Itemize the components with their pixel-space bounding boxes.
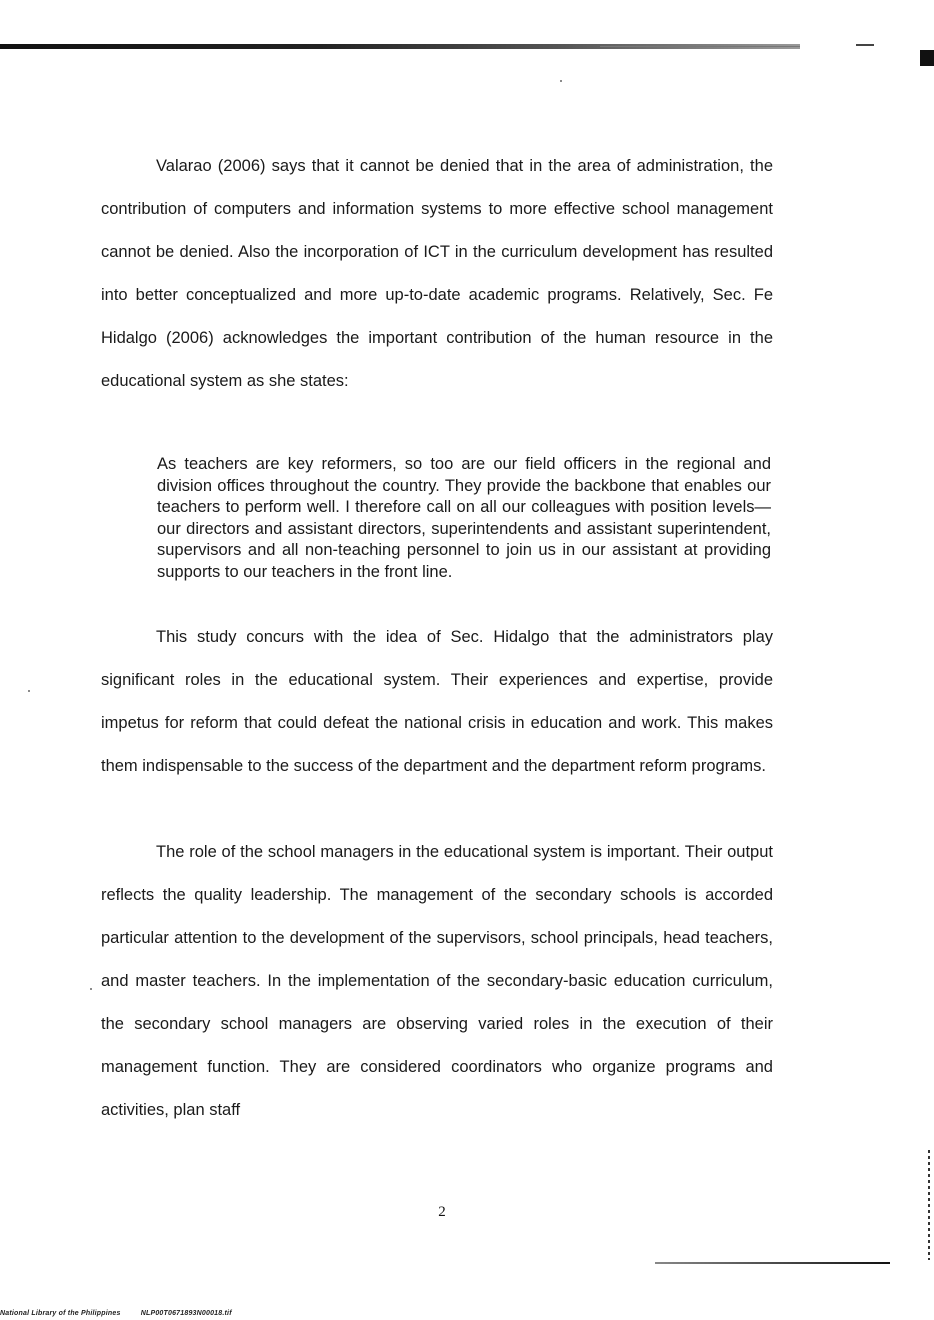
footer-library: National Library of the Philippines [0, 1310, 121, 1317]
scan-speck [90, 988, 92, 990]
block-quote: As teachers are key reformers, so too are our field officers in the regional and division offices throughout the country. They provide the backbone that enables our teachers to perform well. I therefore call on all our colleagues with position levels— our directors and assistant directors, superintendents and assistant superintendent, supervisors and all non-teaching personnel to join us in our assistant at providing supports to our teachers in the front line. [157, 455, 771, 581]
scan-top-dash [856, 44, 874, 46]
body-paragraph: This study concurs with the idea of Sec. Hidalgo that the administrators play significant roles in the educational system. Their experiences and expertise, provide impetus for reform that could defeat the national crisis in education and work. This makes them indispensable to the success of the department and the department reform programs. [101, 628, 773, 775]
footer-code: NLP00T0671893N00018.tif [140, 1310, 232, 1317]
scan-right-edge [928, 1150, 930, 1260]
scan-speck [28, 690, 30, 692]
scan-footer-stamp [0, 1310, 250, 1317]
scan-top-rule-thin [600, 46, 800, 47]
body-paragraph: Valarao (2006) says that it cannot be denied that in the area of administration, the contribution of computers and information systems to more effective school management cannot be denied. Also the incorporation of ICT in the curriculum development has resulted into better conceptualized and more up-to-date academic programs. Relatively, Sec. Fe Hidalgo (2006) acknowledges the important contribution of the human resource in the educational system as she states: [101, 157, 773, 390]
scan-speck [560, 80, 562, 82]
page-number: 2 [438, 1204, 446, 1220]
scan-corner-mark [920, 50, 934, 66]
scan-bottom-rule [655, 1262, 890, 1264]
body-paragraph: The role of the school managers in the educational system is important. Their output reflects the quality leadership. The management of the secondary schools is accorded particular attention to the development of the supervisors, school principals, head teachers, and master teachers. In the implementation of the secondary-basic education curriculum, the secondary school managers are observing varied roles in the execution of their management function. They are considered coordinators who organize programs and activities, plan staff [101, 843, 773, 1119]
